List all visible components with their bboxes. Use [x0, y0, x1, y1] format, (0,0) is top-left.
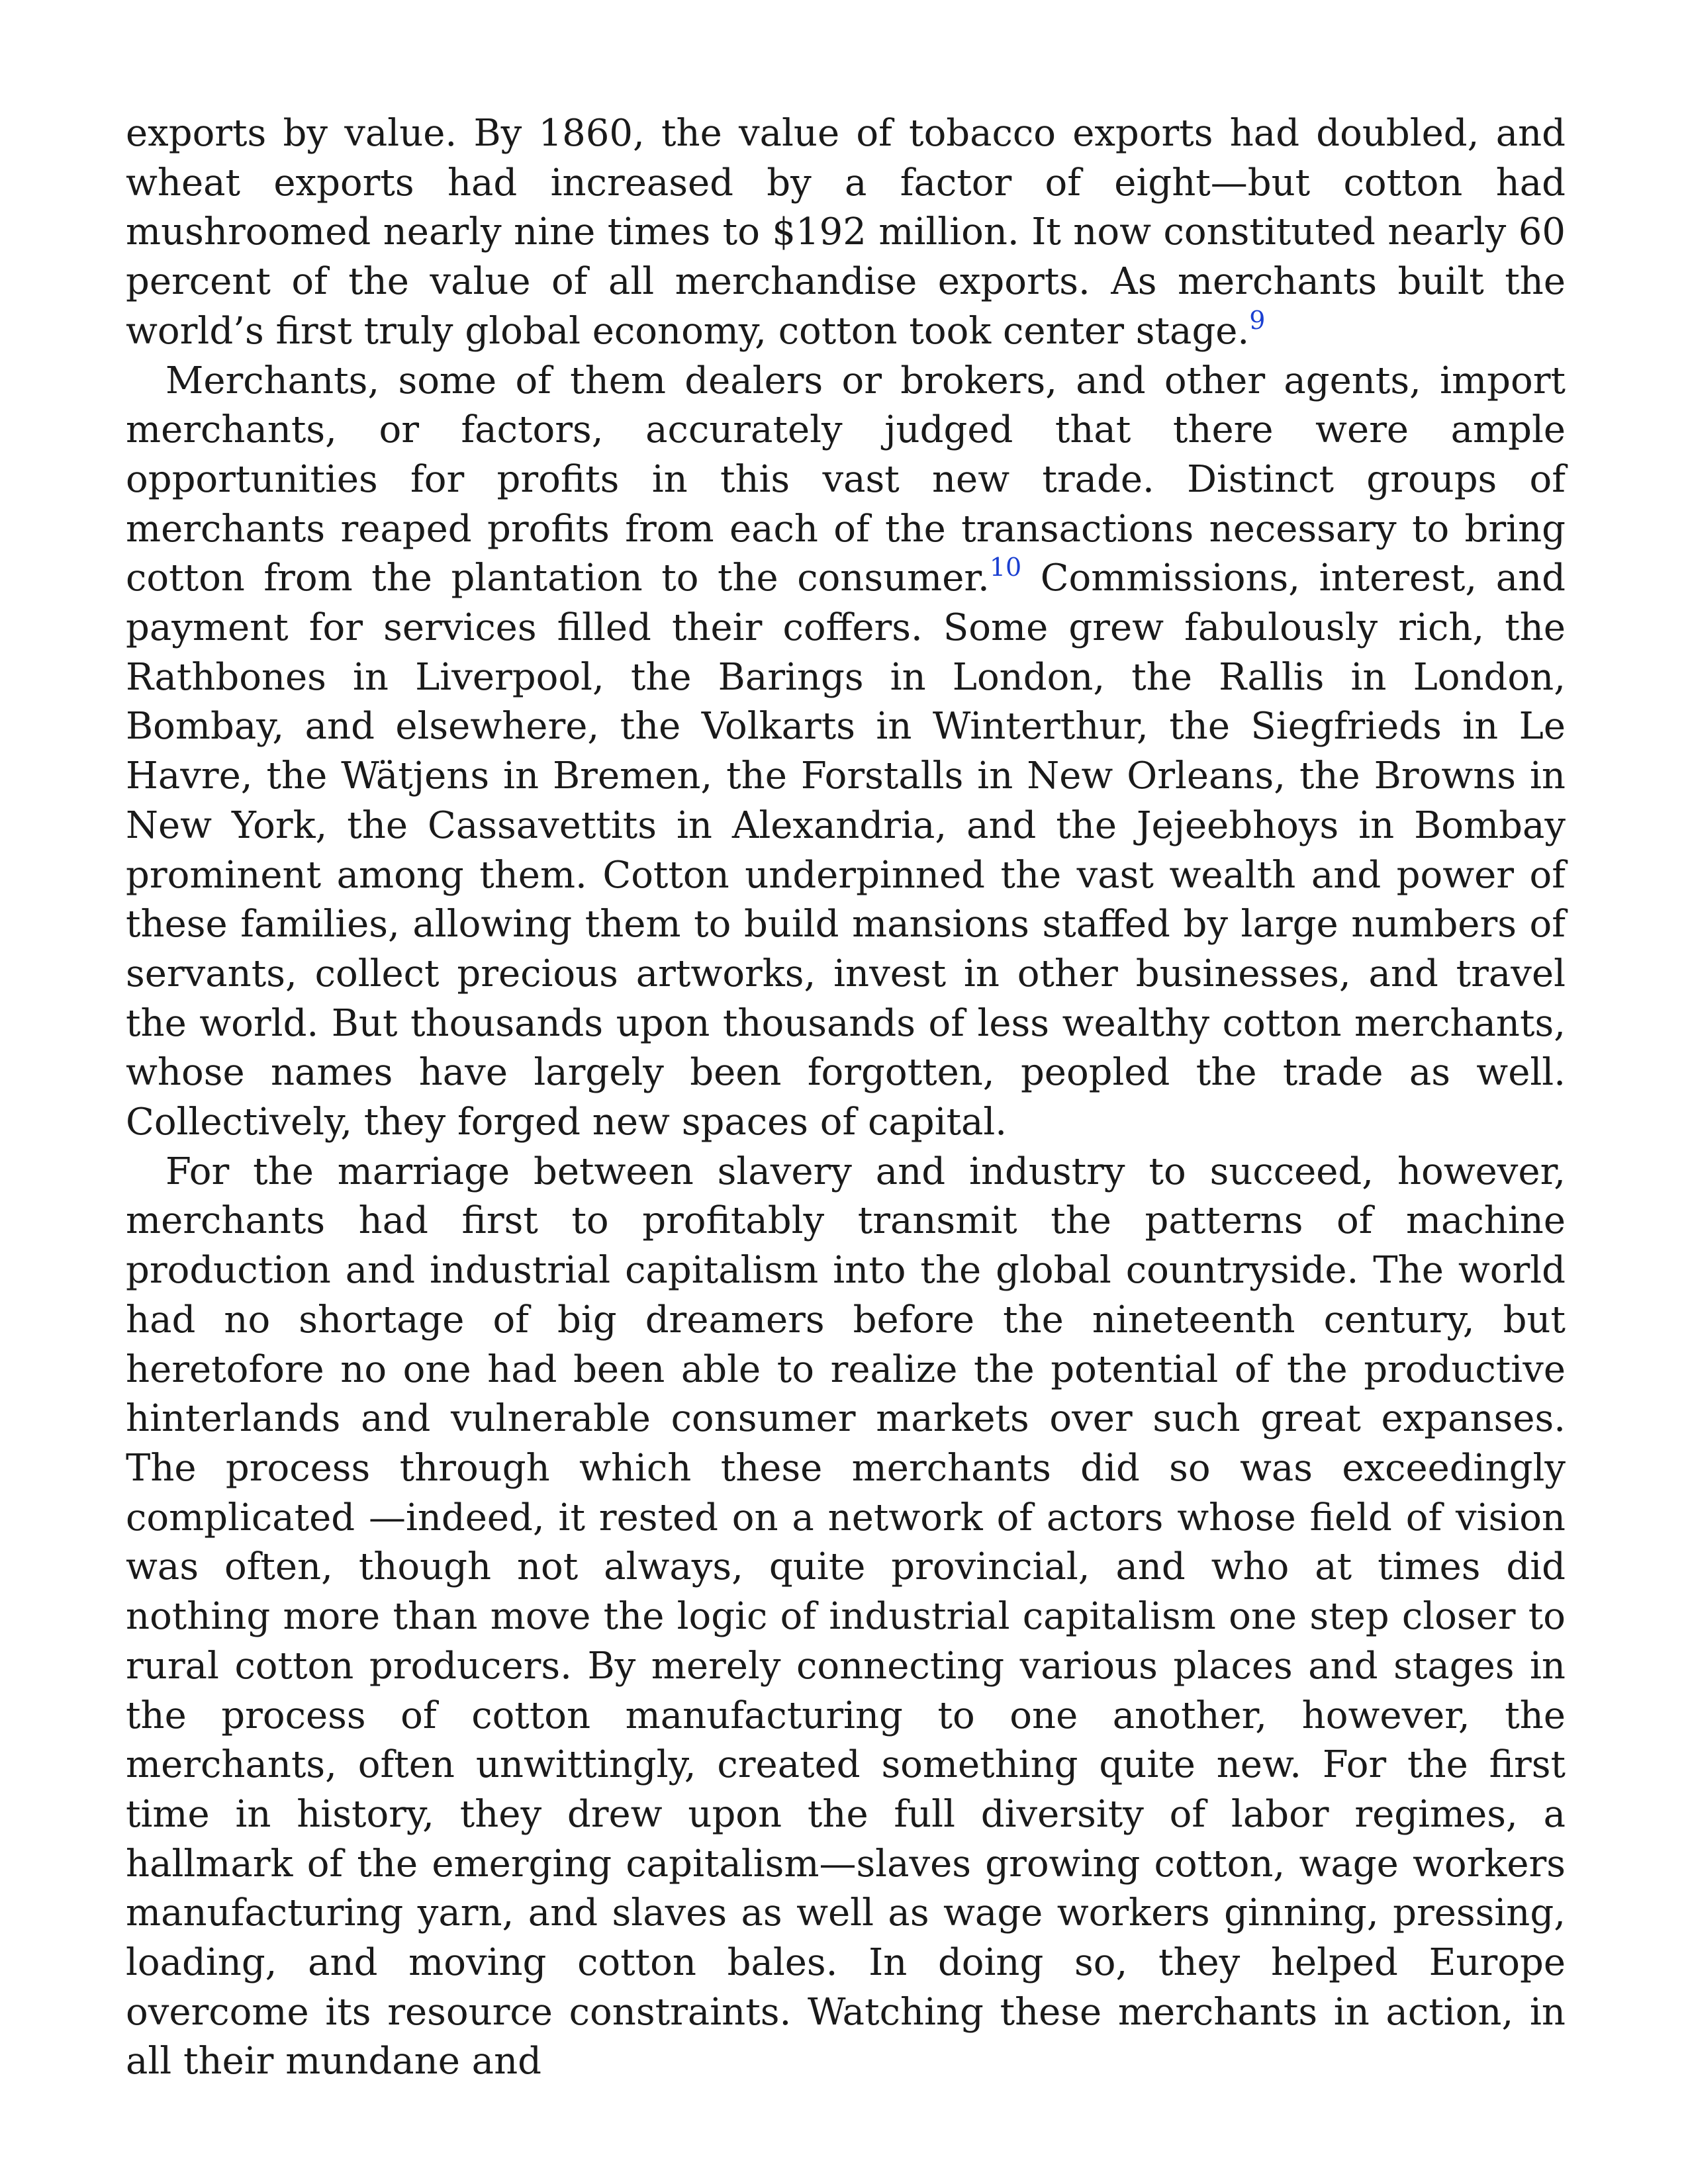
footnote-9-link[interactable]: 9 [1249, 305, 1266, 335]
paragraph-2-text-before: Merchants, some of them dealers or brokers, and other agents, import merchants, or factors, accurately judged that there were ample opportunities for profits in this vast new trade. Distinct groups of merchants reaped profits from each of the transactions necessary to bring cotton from the plantation to the consumer. [126, 359, 1566, 600]
paragraph-3-text: For the marriage between slavery and industry to succeed, however, merchants had first to profitably transmit the patterns of machine production and industrial capitalism into the global countryside. The world had no shortage of big dreamers before the nineteenth century, but heretofore no one had been able to realize the potential of the productive hinterlands and vulnerable consumer markets over such great expanses. The process through which these merchants did so was exceedingly complicated —indeed, it rested on a network of actors whose field of vision was often, though not always, quite provincial, and who at times did nothing more than move the logic of industrial capitalism one step closer to rural cotton producers. By merely connecting various places and stages in the process of cotton manufacturing to one another, however, the merchants, often unwittingly, created something quite new. For the first time in history, they drew upon the full diversity of labor regimes, a hallmark of the emerging capitalism—slaves growing cotton, wage workers manufacturing yarn, and slaves as well as wage workers ginning, pressing, loading, and moving cotton bales. In doing so, they helped Europe overcome its resource constraints. Watching these merchants in action, in all their mundane and [126, 1150, 1566, 2083]
paragraph-1-text: exports by value. By 1860, the value of tobacco exports had doubled, and wheat exports had increased by a factor of eight—but cotton had mushroomed nearly nine times to $192 million. It now constituted nearly 60 percent of the value of all merchandise exports. As merchants built the world’s first truly global economy, cotton took center stage. [126, 112, 1566, 353]
paragraph-3 [126, 1148, 1566, 2087]
paragraph-2 [126, 357, 1566, 1148]
paragraph-2-text-after: Commissions, interest, and payment for services filled their coffers. Some grew fabulously rich, the Rathbones in Liverpool, the Barings in London, the Rallis in London, Bombay, and elsewhere, the Volkarts in Winterthur, the Siegfrieds in Le Havre, the Wätjens in Bremen, the Forstalls in New Orleans, the Browns in New York, the Cassavettits in Alexandria, and the Jejeebhoys in Bombay prominent among them. Cotton underpinned the vast wealth and power of these families, allowing them to build mansions staffed by large numbers of servants, collect precious artworks, invest in other businesses, and travel the world. But thousands upon thousands of less wealthy cotton merchants, whose names have largely been forgotten, peopled the trade as well. Collectively, they forged new spaces of capital. [126, 557, 1566, 1144]
page-body [126, 109, 1566, 2087]
paragraph-1 [126, 109, 1566, 357]
footnote-10-link[interactable]: 10 [989, 553, 1022, 582]
